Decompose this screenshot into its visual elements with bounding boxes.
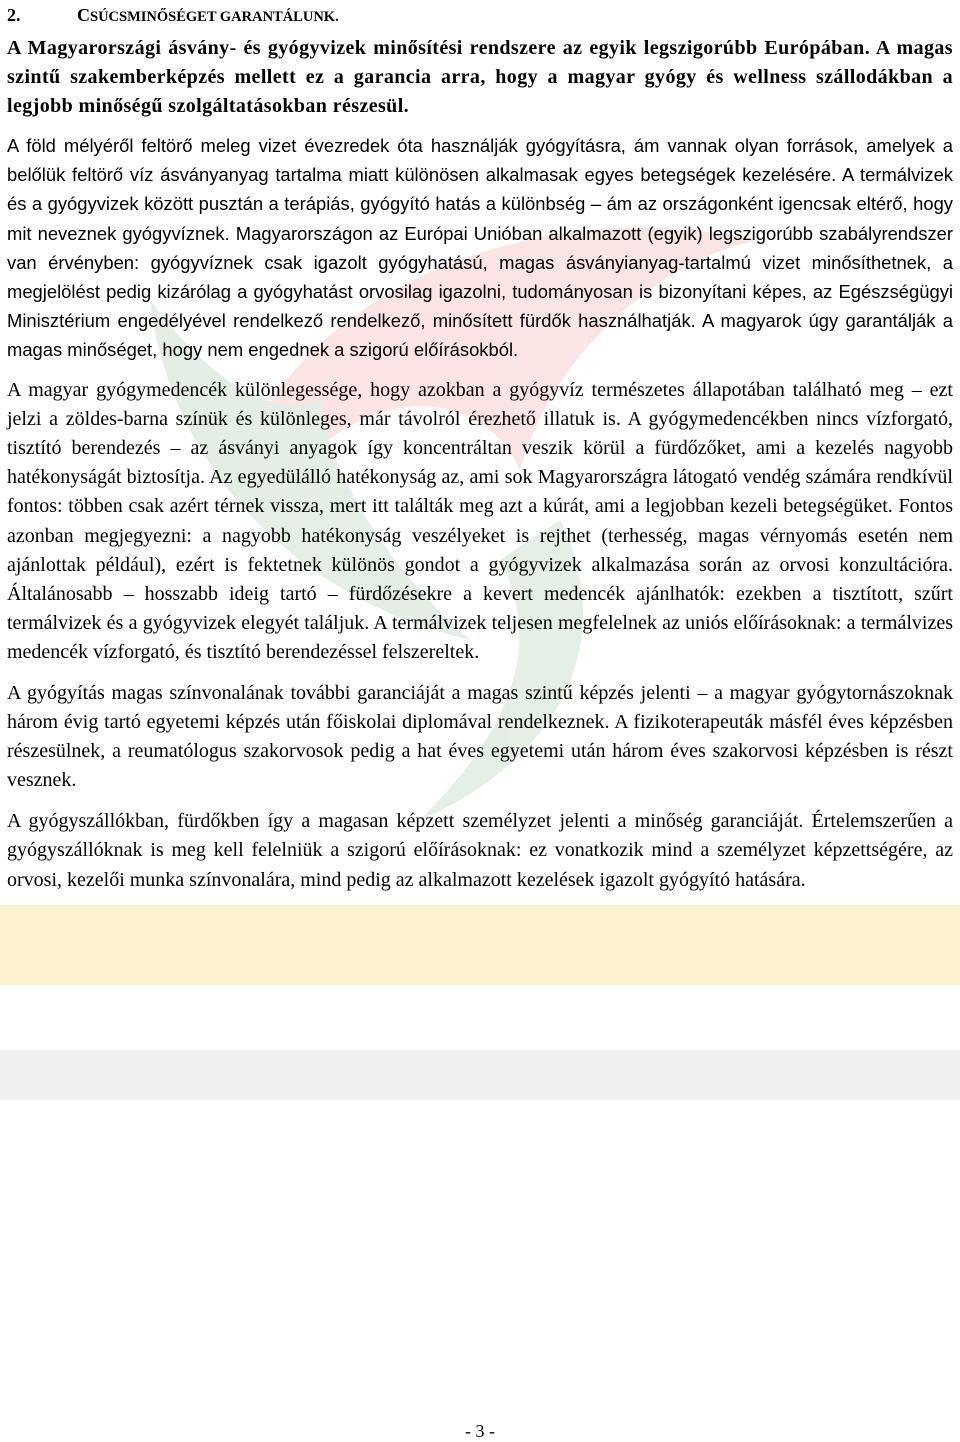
body-paragraph-staff: A gyógyszállókban, fürdőkben így a magasan képzett személyzet jelenti a minőség garanciáját. Értelemszerűen a gyógyszállóknak is meg kell felelniük a szigorú előírásoknak: ez vonatkozik mind a személyzet képzettségére, az orvosi, kezelői munka színvonalára, mind pedig az alkalmazott kezelések igazolt gyógyító hatására. <box>7 810 953 891</box>
watermark-grey-band <box>0 1050 960 1100</box>
body-paragraph-thermal-waters: A föld mélyéről feltörő meleg vizet évezredek óta használják gyógyításra, ám vannak olyan források, amelyek a belőlük feltörő víz ásványanyag tartalma miatt különösen alkalmasak egyes betegségek kezelésére. A termálvizek és a gyógyvizek között pusztán a terápiás, gyógyító hatás a különbség – ám az országonként igencsak eltérő, hogy mit neveznek gyógyvíznek. Magyarországon az Európai Unióban alkalmazott (egyik) legszigorúbb szabályrendszer van érvényben: gyógyvíznek csak igazolt gyógyhatású, magas ásványianyag-tartalmú vizet minősíthetnek, a megjelölést pedig kizárólag a gyógyhatást orvosilag igazolni, tudományosan is bizonyítani képes, az Egészségügyi Minisztérium engedélyével rendelkező rendelkező, minősített fürdők használhatják. A magyarok úgy garantálják a magas minőséget, hogy nem engednek a szigorú előírásokból. <box>7 135 953 360</box>
section-number: 2. <box>7 5 21 25</box>
section-heading <box>7 0 953 28</box>
watermark-yellow-band <box>0 905 960 985</box>
section-title-initial: C <box>77 5 90 25</box>
document-page <box>7 0 953 895</box>
body-paragraph-training: A gyógyítás magas színvonalának további garanciáját a magas szintű képzés jelenti – a magyar gyógytornászoknak három évig tartó egyetemi képzés után főiskolai diplomával rendelkeznek. A fizikoterapeuták másfél éves képzésben részesülnek, a reumatólogus szakorvosok pedig a hat éves egyetemi után három éves szakorvosi képzésben is részt vesznek. <box>7 681 953 792</box>
intro-paragraph: A Magyarországi ásvány- és gyógyvizek minősítési rendszere az egyik legszigorúbb Európában. A magas szintű szakemberképzés mellett ez a garancia arra, hogy a magyar gyógy és wellness szállodákban a legjobb minőségű szolgáltatásokban részesül. <box>7 37 953 118</box>
page-number: - 3 - <box>465 1421 495 1441</box>
section-title: SÚCSMINŐSÉGET GARANTÁLUNK. <box>90 9 339 25</box>
body-paragraph-medicinal-pools: A magyar gyógymedencék különlegessége, hogy azokban a gyógyvíz természetes állapotában található meg – ezt jelzi a zöldes-barna színük és különleges, már távolról érezhető illatuk is. A gyógymedencékben nincs vízforgató, tisztító berendezés – az ásványi anyagok így koncentráltan veszik körül a fürdőzőket, ami a kezelés nagyobb hatékonyságát biztosítja. Az egyedülálló hatékonyság az, ami sok Magyarországra látogató vendég számára rendkívül fontos: többen csak azért térnek vissza, mert itt találták meg azt a kúrát, ami a legjobban kezeli betegségüket. Fontos azonban megjegyezni: a nagyobb hatékonyság veszélyeket is rejthet (terhesség, magas vérnyomás esetén nem ajánlottak például), ezért is fektetnek különös gondot a gyógyvizek alkalmazása során az orvosi konzultációra. Általánosabb – hosszabb ideig tartó – fürdőzésekre a kevert medencék ajánlhatók: ezekben a tisztított, szűrt termálvizek és a gyógyvizek elegyét találjuk. A termálvizek teljesen megfelelnek az uniós előírásoknak: a termálvizes medencék vízforgató, és tisztító berendezéssel felszereltek. <box>7 379 953 663</box>
